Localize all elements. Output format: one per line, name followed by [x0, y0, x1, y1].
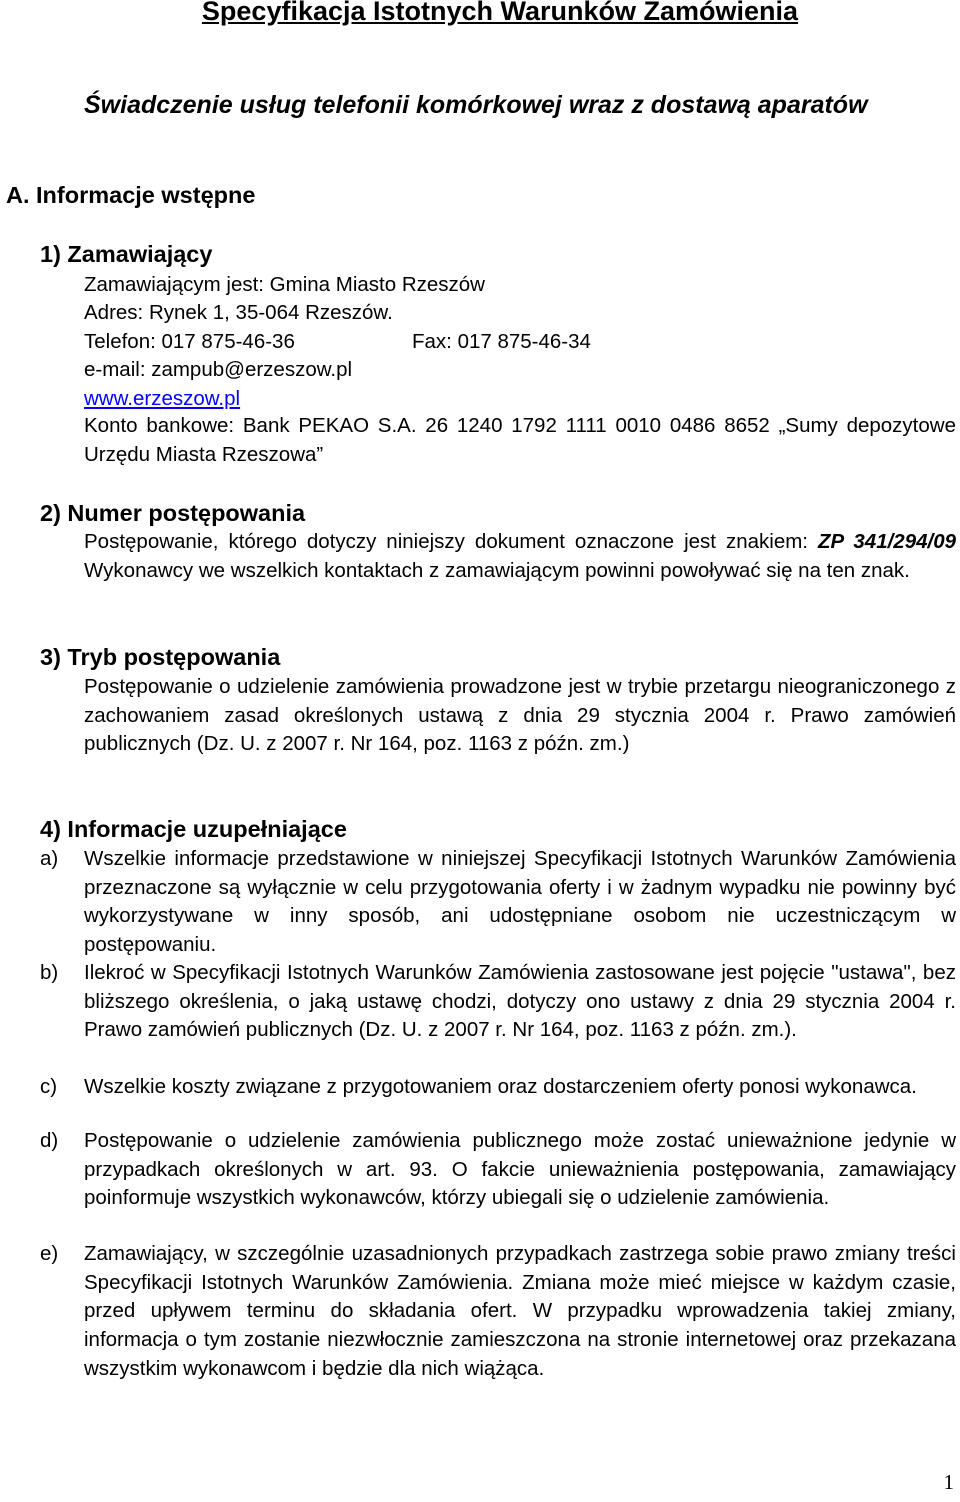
phone-line: Telefon: 017 875-46-36	[84, 330, 295, 353]
fax-line: Fax: 017 875-46-34	[412, 330, 591, 353]
procedure-mode-text: Postępowanie o udzielenie zamówienia prowadzone jest w trybie przetargu nieograniczonego z zachowaniem zasad określonych ustawą z dnia 29 stycznia 2004 r. Prawo zamówień publicznych (Dz. U. z 2007 r. Nr 164, poz. 1163 z późn. zm.)	[84, 675, 956, 756]
list-item-label: c)	[40, 1075, 58, 1098]
section-a-heading: A. Informacje wstępne	[6, 182, 256, 208]
document-subtitle: Świadczenie usług telefonii komórkowej wraz z dostawą aparatów	[84, 91, 868, 119]
procedure-number-intro: Postępowanie, którego dotyczy niniejszy dokument oznaczone jest znakiem:	[84, 530, 818, 553]
procedure-code: ZP 341/294/09	[817, 530, 957, 553]
list-item-text: Postępowanie o udzielenie zamówienia publicznego może zostać unieważnione jedynie w przypadkach określonych w art. 93. O fakcie unieważnienia postępowania, zamawiający poinformuje wszystkich wykonawców, którzy ubiegali się o udzielenie zamówienia.	[84, 1129, 956, 1210]
list-item-text: Wszelkie koszty związane z przygotowaniem oraz dostarczeniem oferty ponosi wykonawca.	[84, 1075, 917, 1098]
website-link[interactable]: www.erzeszow.pl	[84, 387, 241, 410]
bank-account-text: Konto bankowe: Bank PEKAO S.A. 26 1240 1792 1111 0010 0486 8652 „Sumy depozytowe Urzędu Miasta Rzeszowa”	[84, 414, 956, 466]
email-line: e-mail: zampub@erzeszow.pl	[84, 358, 353, 381]
section-1-heading: 1) Zamawiający	[40, 241, 213, 267]
section-2-heading: 2) Numer postępowania	[40, 500, 306, 526]
procedure-number-note: Wykonawcy we wszelkich kontaktach z zamawiającym powinni powoływać się na ten znak.	[84, 558, 910, 582]
contracting-authority-line: Zamawiającym jest: Gmina Miasto Rzeszów	[84, 273, 485, 296]
list-item-label: a)	[40, 847, 59, 870]
document-title: Specyfikacja Istotnych Warunków Zamówienia	[201, 0, 799, 26]
list-item-label: b)	[40, 961, 59, 984]
page-number: 1	[943, 1470, 954, 1494]
list-item-text: Ilekroć w Specyfikacji Istotnych Warunków Zamówienia zastosowane jest pojęcie "ustawa", bez bliższego określenia, o jaką ustawę chodzi, dotyczy ono ustawy z dnia 29 stycznia 2004 r. Prawo zamówień publicznych (Dz. U. z 2007 r. Nr 164, poz. 1163 z późn. zm.).	[84, 961, 956, 1042]
address-line: Adres: Rynek 1, 35-064 Rzeszów.	[84, 301, 393, 324]
section-3-heading: 3) Tryb postępowania	[40, 644, 281, 670]
list-item-label: e)	[40, 1242, 59, 1265]
procedure-number-text	[84, 528, 956, 585]
list-item-label: d)	[40, 1129, 59, 1152]
list-item-text: Zamawiający, w szczególnie uzasadnionych przypadkach zastrzega sobie prawo zmiany treści Specyfikacji Istotnych Warunków Zamówienia. Zmiana może mieć miejsce w każdym czasie, przed upływem terminu do składania ofert. W przypadku wprowadzenia takiej zmiany, informacja o tym zostanie niezwłocznie zamieszczona na stronie internetowej oraz przekazana wszystkim wykonawcom i będzie dla nich wiążąca.	[84, 1242, 956, 1380]
section-4-heading: 4) Informacje uzupełniające	[40, 816, 347, 842]
list-item-text: Wszelkie informacje przedstawione w niniejszej Specyfikacji Istotnych Warunków Zamówienia przeznaczone są wyłącznie w celu przygotowania oferty i w żadnym wypadku nie powinny być wykorzystywane w inny sposób, ani udostępniane osobom nie uczestniczącym w postępowaniu.	[84, 847, 956, 957]
